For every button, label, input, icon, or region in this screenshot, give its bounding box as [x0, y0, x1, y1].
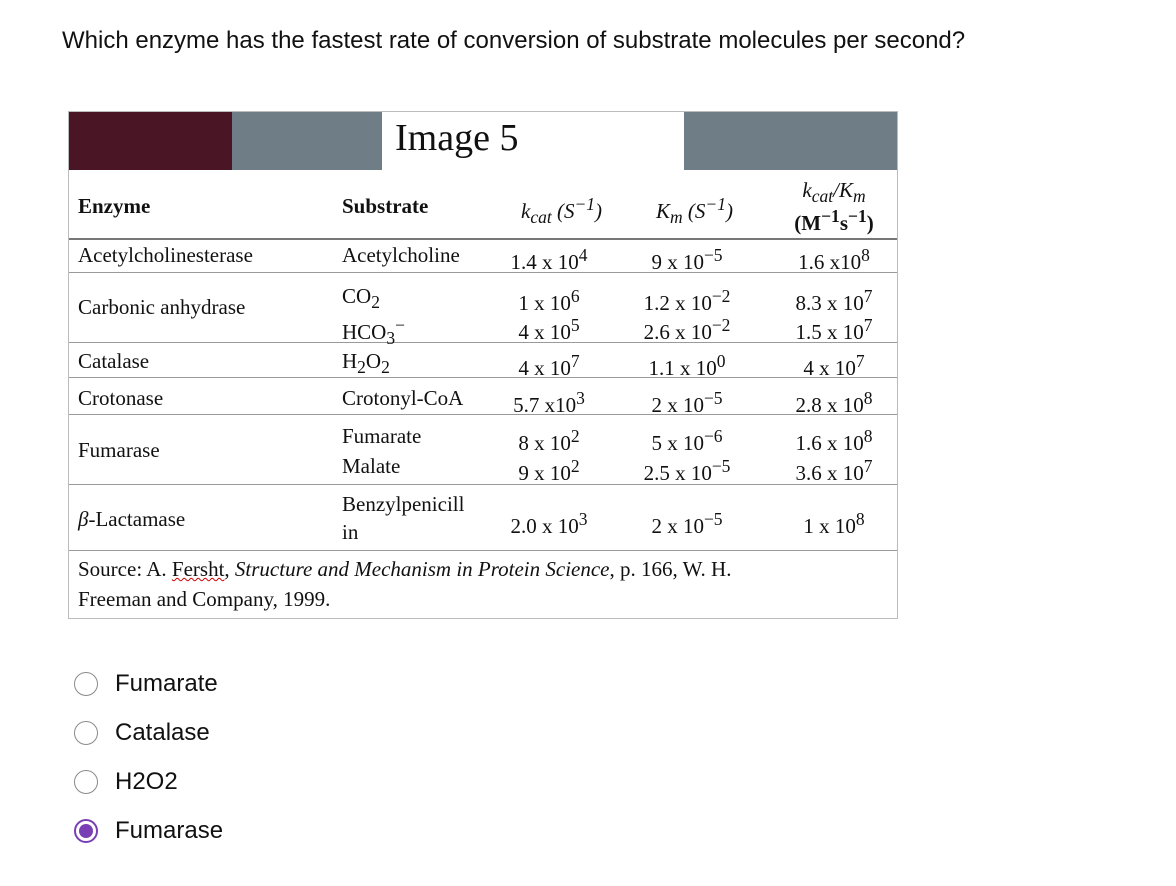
substrate-name: Acetylcholine [342, 243, 460, 267]
column-header-km: $K_m$ $(S^{-1})$ [656, 194, 733, 228]
substrate-name: $H_2O_2$ [342, 349, 390, 378]
header-band-gray-right [684, 112, 897, 170]
book-title: Structure and Mechanism in Protein Science [234, 557, 610, 581]
row-divider [69, 342, 897, 343]
km-value: 2 x $10^{-5}$ [651, 509, 723, 538]
kcat-value: 2.0 x $10^3$ [510, 509, 588, 538]
radio-button[interactable] [74, 770, 98, 794]
row-divider [69, 272, 897, 273]
kcat-value: 8 x $10^2$ [518, 426, 580, 455]
kcat-km-value: 3.6 x $10^7$ [795, 456, 873, 485]
column-header-enzyme: Enzyme [78, 194, 151, 218]
column-header-substrate: Substrate [342, 194, 429, 218]
row-divider [69, 550, 897, 551]
option-label[interactable]: Fumarase [115, 817, 224, 844]
option-label[interactable]: H2O2 [115, 768, 178, 795]
enzyme-name: Fumarase [78, 438, 160, 462]
radio-button[interactable] [74, 819, 98, 843]
km-value: 5 x $10^{-6}$ [651, 426, 723, 455]
enzyme-name: Carbonic anhydrase [78, 295, 246, 319]
kcat-value: 1.4 x $10^4$ [510, 245, 588, 274]
option-fumarate[interactable] [72, 668, 372, 702]
substrate-name: Benzylpenicill in [342, 492, 465, 544]
radio-button[interactable] [74, 672, 98, 696]
km-value: 2.5 x $10^{-5}$ [643, 456, 731, 485]
option-catalase[interactable] [72, 717, 372, 751]
enzyme-name: Acetylcholinesterase [78, 243, 253, 267]
kcat-km-value: 1.5 x $10^7$ [795, 315, 873, 344]
header-divider [69, 238, 897, 240]
km-value: 2.6 x $10^{-2}$ [643, 315, 731, 344]
enzyme-name: β-Lactamase [78, 507, 186, 531]
kcat-value: 5.7 $x10^3$ [513, 388, 585, 417]
column-header-ratio-units: $(M^{-1}s^{-1})$ [794, 206, 874, 235]
column-header-ratio: $k_{cat}/K_m$ [802, 178, 866, 207]
substrate-name: Fumarate [342, 424, 422, 448]
kcat-km-value: 4 x $10^7$ [803, 351, 865, 380]
substrate-name: Crotonyl-CoA [342, 386, 464, 410]
question-text: Which enzyme has the fastest rate of conversion of substrate molecules per second? [62, 27, 966, 54]
header-band-maroon [69, 112, 232, 170]
kcat-km-value: 8.3 x $10^7$ [795, 286, 873, 315]
row-divider [69, 484, 897, 485]
row-divider [69, 414, 897, 415]
enzyme-table-image [68, 111, 898, 619]
km-value: 1.2 x $10^{-2}$ [643, 286, 731, 315]
header-band-gray-left [232, 112, 382, 170]
enzyme-name: Crotonase [78, 386, 164, 410]
enzyme-name: Catalase [78, 349, 150, 373]
column-header-kcat: $k_{cat}$ $(S^{-1})$ [521, 194, 603, 228]
kcat-value: 4 x $10^5$ [518, 315, 580, 344]
kcat-value: 1 x $10^6$ [518, 286, 580, 315]
km-value: 2 x $10^{-5}$ [651, 388, 723, 417]
radio-button[interactable] [74, 721, 98, 745]
kcat-value: 4 x $10^7$ [518, 351, 580, 380]
option-label[interactable]: Fumarate [115, 670, 218, 697]
substrate-name: Malate [342, 454, 401, 478]
substrate-name: $HCO_3^-$ [342, 315, 405, 349]
figure-title: Image 5 [395, 117, 519, 159]
kcat-km-value: 1.6 $x10^8$ [798, 245, 870, 274]
option-fumarase[interactable] [72, 815, 372, 849]
km-value: 1.1 x $10^0$ [648, 351, 726, 380]
km-value: 9 x $10^{-5}$ [651, 245, 723, 274]
kcat-km-value: 1 x $10^8$ [803, 509, 865, 538]
kcat-km-value: 2.8 x $10^8$ [795, 388, 873, 417]
source-citation: Source: A. Fersht, Structure and Mechanism in Protein Science, p. 166, W. H. Freeman and Company, 1999. [78, 557, 732, 611]
substrate-name: $CO_2$ [342, 284, 380, 313]
row-divider [69, 377, 897, 378]
option-label[interactable]: Catalase [115, 719, 210, 746]
kcat-value: 9 x $10^2$ [518, 456, 580, 485]
figure-header-band [69, 112, 897, 170]
kcat-km-value: 1.6 x $10^8$ [795, 426, 873, 455]
option-h2o2[interactable] [72, 766, 372, 800]
author-name: Fersht [171, 557, 225, 581]
